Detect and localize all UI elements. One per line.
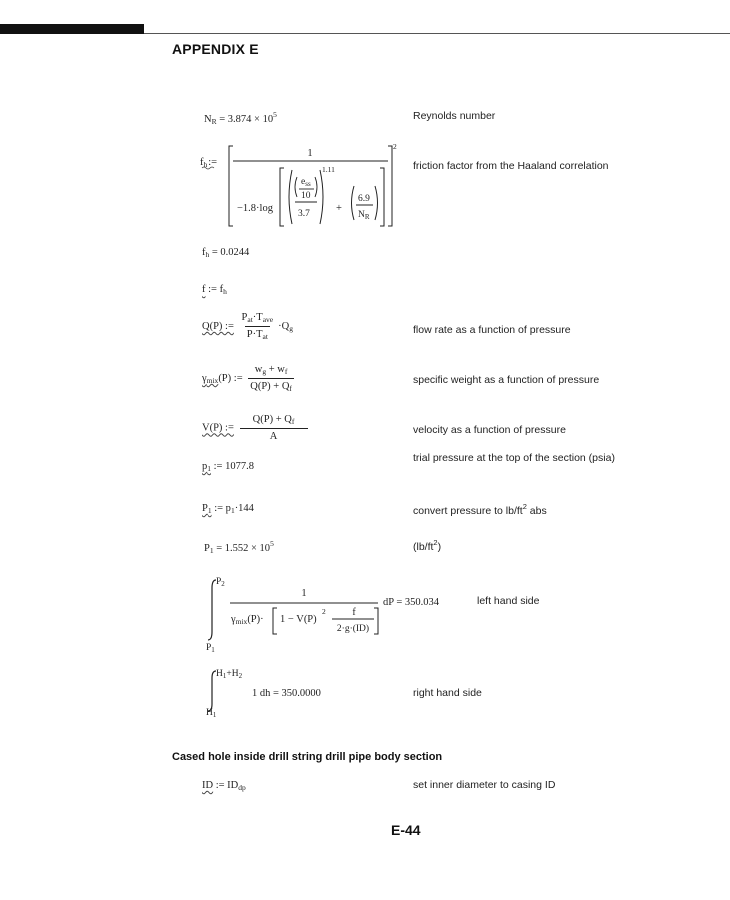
flow-tail-sub: g [289,323,293,333]
convert-p-rhs-sub: 1 [230,506,235,515]
velocity-equation [202,414,311,442]
spec-weight-equation [202,364,297,393]
haaland-eps: $e_{ss}$ [301,177,311,188]
haaland-numerator: 1 [307,148,313,159]
spec-weight-fraction [248,364,294,393]
fh-sub: h [205,250,210,259]
convert-p-desc-pre: convert pressure to lb/ft [413,505,523,517]
p1-desc-post: ) [437,541,442,553]
p1-desc-pre: (lb/ft [413,541,434,553]
convert-p-equation [202,503,254,515]
p1-value: = 1.552 × 10 [216,543,271,554]
flow-num-a: P [241,312,248,323]
flow-num-b-sub: ave [262,315,274,324]
reynolds-exp: 5 [273,110,277,119]
haaland-equation [200,140,405,232]
sw-num-sub1: g [262,367,267,376]
lhs-desc: left hand side [477,595,540,607]
haaland-square: 2 [393,142,397,151]
lhs-upper: $P_2$ [216,577,225,588]
set-id-symbol: ID [202,780,214,791]
lhs-integral-sign [208,580,216,640]
sw-num: w [254,364,263,375]
haaland-nr: $N_R$ [358,210,370,221]
rhs-body: 1 dh = 350.0000 [252,688,321,699]
haaland-plus: + [336,203,342,214]
haaland-desc: friction factor from the Haaland correlation [413,160,609,172]
f-symbol: f [202,284,206,295]
haaland-lhs: fh:= [200,157,218,169]
rhs-upper: $H_1+H_2$ [216,669,243,680]
rhs-desc: right hand side [413,687,482,699]
rhs-integral-sign [208,671,216,711]
flow-den-b-sub: at [262,332,268,341]
vel-num-sub: f [291,417,295,426]
vel-num: Q(P) + Q [252,414,292,425]
set-id-rhs: := ID [215,780,239,791]
p1-value-desc [413,538,441,553]
sw-den-sub: f [289,384,292,393]
reynolds-equation [204,110,277,126]
flow-rate-desc: flow rate as a function of pressure [413,324,571,336]
lhs-integral-equation [200,574,460,654]
f-assign-sub: h [223,287,227,296]
fh-symbol: f [202,247,206,258]
convert-p-symbol: P [202,503,208,514]
flow-rate-equation [202,312,293,341]
reynolds-value: = 3.874 × 10 [219,114,274,125]
set-id-equation [202,780,246,792]
flow-den-a: P [246,329,253,340]
page-number: E-44 [391,822,421,838]
trial-p-equation [202,461,254,473]
gamma-sub: mix [206,375,219,385]
sw-den: Q(P) + Q [250,381,290,392]
velocity-lhs: V(P) := [202,422,234,434]
flow-rate-lhs: Q(P) := [202,320,234,332]
header-rule [144,33,730,34]
page-header: APPENDIX E [172,41,259,57]
convert-p-desc-sup: 2 [522,502,527,511]
flow-num-a-sub: at [247,315,253,324]
p1-desc-sup: 2 [433,538,438,547]
flow-den-b: T [256,329,263,340]
flow-tail: ·Q [278,320,290,332]
trial-p-desc: trial pressure at the top of the section (psia) [413,452,615,464]
convert-p-desc [413,502,547,517]
p1-value-equation [204,539,274,555]
lhs-g-den: 2·g·(ID) [336,624,370,634]
p1-sub: 1 [209,546,214,555]
reynolds-sub: R [211,117,217,126]
p1-exp: 5 [270,539,274,548]
gamma-lhs-tail: (P) := [218,372,243,384]
convert-p-tail: ·144 [234,503,254,514]
trial-p-value: := 1077.8 [213,461,254,472]
haaland-exp111: 1.11 [322,165,335,174]
lhs-result: dP = 350.034 [383,597,439,608]
p1-symbol: P [204,543,210,554]
f-assign-equation [202,284,227,296]
fh-value-equation [202,247,249,259]
haaland-coef: −1.8·log [237,203,273,214]
gamma-symbol: γ [202,372,207,384]
rhs-integral-equation [200,664,400,720]
velocity-fraction [240,414,308,442]
flow-num-b: T [256,312,263,323]
header-black-bar [0,24,144,34]
section-heading: Cased hole inside drill string drill pipe body section [172,751,443,763]
reynolds-symbol: N [204,114,212,125]
haaland-69: 6.9 [358,194,370,204]
trial-p-sub: 1 [207,464,211,473]
lhs-lower: $P_1$ [206,643,215,654]
set-id-rhs-sub: dp [238,783,246,792]
lhs-one-minus: 1 − V(P) [280,614,317,625]
haaland-37: 3.7 [298,209,310,219]
velocity-desc: velocity as a function of pressure [413,424,566,436]
spec-weight-desc: specific weight as a function of pressure [413,374,600,386]
trial-p-symbol: p [202,461,208,472]
convert-p-sub: 1 [207,506,212,515]
vel-den: A [269,431,278,442]
lhs-gamma: γmix(P)· [231,614,264,626]
lhs-numerator: 1 [301,588,307,599]
sw-num-sub2: f [284,367,288,376]
sw-num-mid: + w [266,364,285,375]
convert-p-rhs: := p [214,503,231,514]
lhs-vsq: 2 [322,607,326,616]
flow-rate-fraction: $\frac{P_{at}\cdot T_{ave}}{P\cdot T_{at}}$ [241,312,274,341]
haaland-eps-den: 10 [301,191,311,201]
lhs-f: f [352,607,356,618]
convert-p-desc-post: abs [526,505,547,517]
f-assign-rhs: := f [208,284,224,295]
reynolds-desc: Reynolds number [413,110,496,122]
set-id-desc: set inner diameter to casing ID [413,779,556,791]
rhs-lower: $H_1$ [206,708,217,719]
fh-value: = 0.0244 [211,247,250,258]
